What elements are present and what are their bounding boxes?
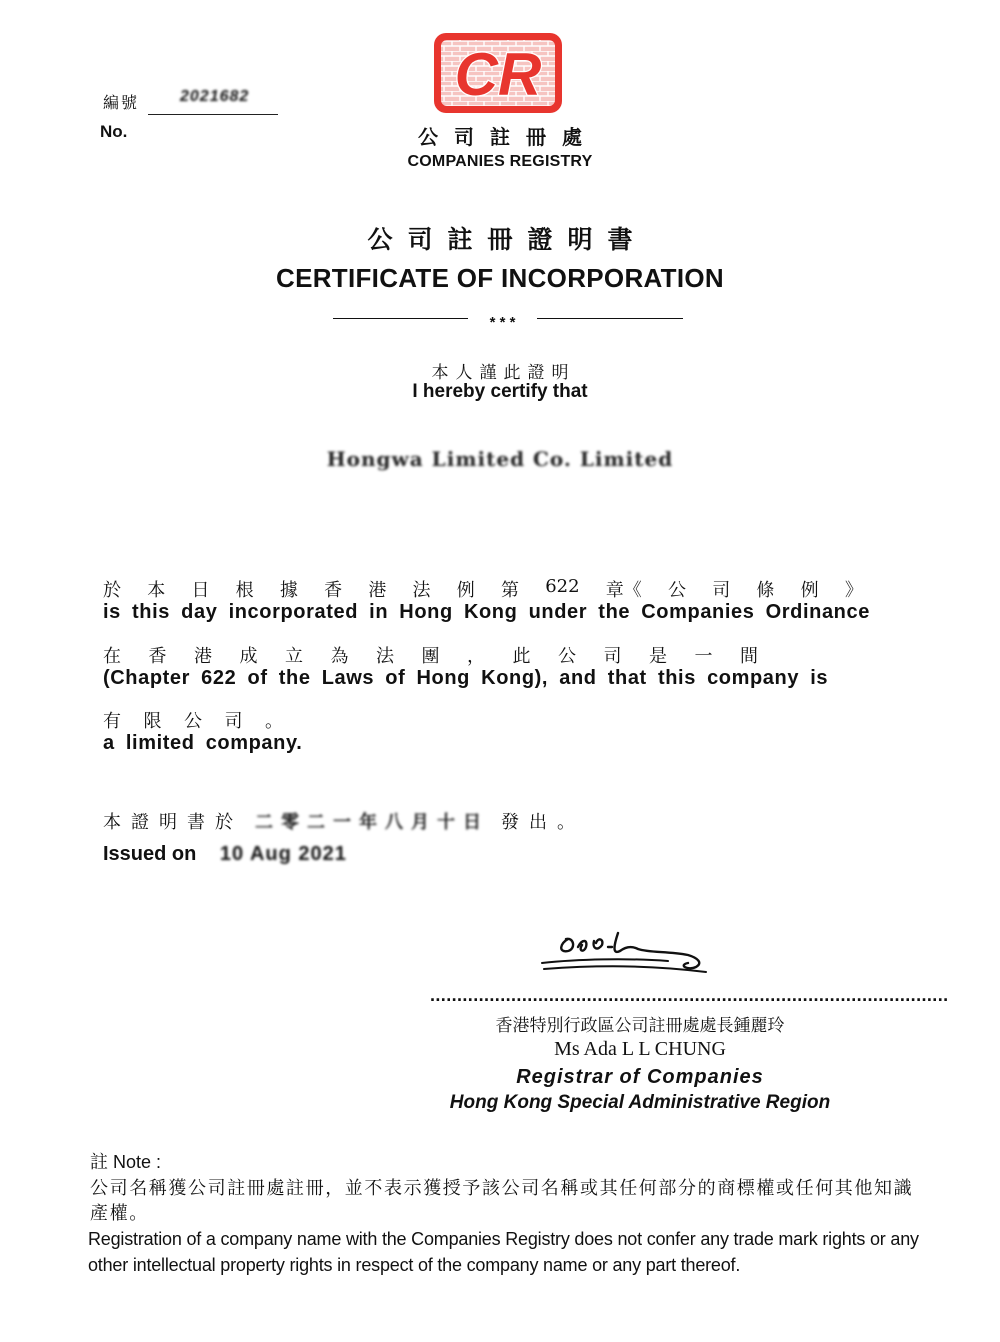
body-char: 成 xyxy=(239,646,258,667)
issue-date-zh xyxy=(103,808,585,834)
body-char: 限 xyxy=(143,711,162,732)
body-char: 此 xyxy=(512,646,531,667)
body-char: 法 xyxy=(376,646,394,667)
registrar-title-zh: 香港特別行政區公司註冊處處長鍾麗玲 xyxy=(495,1016,785,1036)
number-underline xyxy=(148,114,278,115)
body-char: 在 xyxy=(103,646,121,667)
body-char: 公 xyxy=(558,646,576,667)
issue-prefix-zh: 本證明書於 xyxy=(103,812,243,833)
registry-name-zh: 公司註冊處 xyxy=(418,125,598,149)
body-char: 根 xyxy=(235,580,254,601)
registrar-title-en: Registrar of Companies xyxy=(516,1066,764,1088)
body-char: 立 xyxy=(285,646,303,667)
body-char: 司 xyxy=(603,646,622,667)
companies-registry-logo xyxy=(432,31,564,115)
note-label-en: Note : xyxy=(113,1152,162,1172)
number-label-en: No. xyxy=(100,122,128,141)
body-char: 是 xyxy=(649,646,667,667)
body-char: 例 xyxy=(800,580,819,601)
certificate-title-en: CERTIFICATE OF INCORPORATION xyxy=(276,263,724,293)
note-label-zh: 註 xyxy=(90,1152,108,1173)
certify-statement-zh: 本人謹此證明 xyxy=(431,363,576,383)
body-char: 港 xyxy=(368,580,387,601)
body-char: 第 xyxy=(500,580,519,601)
number-label-zh: 編號 xyxy=(103,93,140,112)
body-char: 據 xyxy=(279,580,298,601)
certificate-title-zh: 公司註冊證明書 xyxy=(367,225,648,254)
body-char: 香 xyxy=(148,646,167,667)
body-char: 香 xyxy=(324,580,343,601)
logo-text: CR xyxy=(454,41,542,108)
registrar-name: Ms Ada L L CHUNG xyxy=(554,1038,726,1060)
signature-dotted-line: ................................................................................................ xyxy=(430,985,949,1005)
body-char: 為 xyxy=(330,646,349,667)
body-char: 公 xyxy=(184,711,202,732)
issue-date-value-zh: 二零二一年八月十日 xyxy=(255,812,489,833)
body-char: 日 xyxy=(191,580,210,601)
body-line-1-en: is this day incorporated in Hong Kong under the Companies Ordinance xyxy=(103,601,870,623)
issue-date-value-en: 10 Aug 2021 xyxy=(219,843,347,865)
body-char: ， xyxy=(467,646,485,667)
divider-ornament: * * * xyxy=(489,314,516,331)
body-char: 例 xyxy=(456,580,475,601)
body-line-3-en: a limited company. xyxy=(103,732,303,754)
body-char: 間 xyxy=(740,646,758,667)
registrar-signature xyxy=(538,925,713,980)
note-label xyxy=(90,1148,161,1174)
body-char: 一 xyxy=(694,646,713,667)
note-text-en: Registration of a company name with the Companies Registry does not confer any trade mark rights or any other intellectual property rights in respect of the company name or any part thereof. xyxy=(88,1229,919,1275)
body-line-2-en: (Chapter 622 of the Laws of Hong Kong), and that this company is xyxy=(103,667,829,689)
body-line-1-zh xyxy=(103,576,863,602)
issue-date-en xyxy=(103,843,347,866)
body-char: 司 xyxy=(712,580,731,601)
body-char: 法 xyxy=(412,580,431,601)
body-char: 》 xyxy=(844,580,863,601)
certify-statement-en: I hereby certify that xyxy=(412,381,588,402)
body-char: 章《 xyxy=(605,580,642,601)
divider-right xyxy=(537,318,683,319)
body-char: 團 xyxy=(421,646,440,667)
body-char: 622 xyxy=(545,576,580,597)
body-char: 港 xyxy=(194,646,212,667)
company-name: Hongwa Limited Co. Limited xyxy=(326,447,674,471)
note-text-zh: 公司名稱獲公司註冊處註冊，並不表示獲授予該公司名稱或其任何部分的商標權或任何其他知識產權。 xyxy=(90,1178,914,1224)
body-char: 於 xyxy=(103,580,121,601)
body-char: 公 xyxy=(667,580,686,601)
body-char: 。 xyxy=(265,711,283,732)
certificate-number: 2021682 xyxy=(180,88,250,105)
issue-suffix-zh: 發出。 xyxy=(501,812,585,833)
body-char: 條 xyxy=(756,580,775,601)
divider-left xyxy=(333,318,468,319)
body-char: 司 xyxy=(224,711,243,732)
issue-label-en: Issued on xyxy=(103,843,197,865)
body-char: 本 xyxy=(147,580,166,601)
registrar-region: Hong Kong Special Administrative Region xyxy=(449,1092,831,1113)
body-line-3-zh xyxy=(103,707,283,733)
registry-name-en: COMPANIES REGISTRY xyxy=(407,153,593,170)
body-line-2-zh xyxy=(103,642,758,668)
body-char: 有 xyxy=(103,711,121,732)
